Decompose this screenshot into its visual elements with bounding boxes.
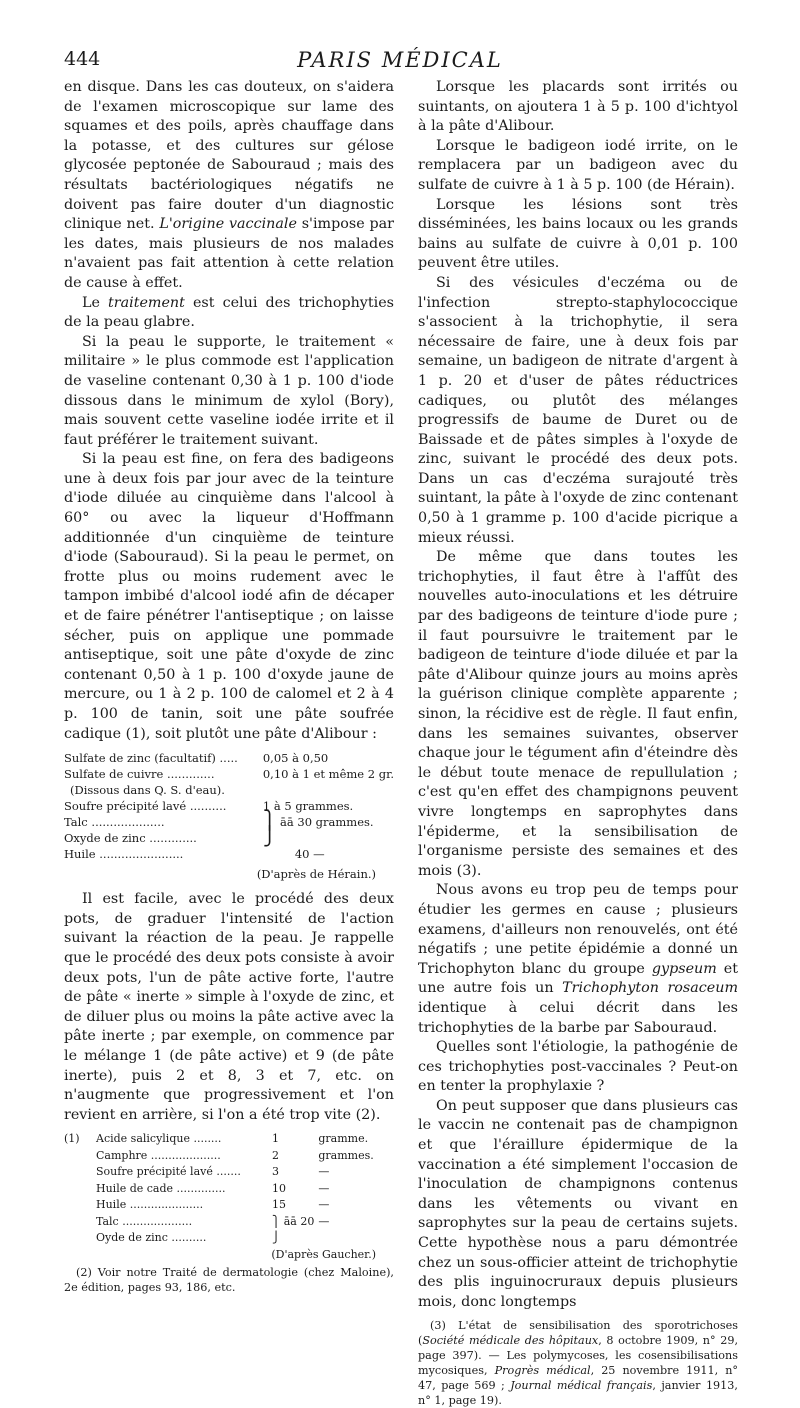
italic-term: L'origine vaccinale — [159, 216, 297, 233]
footnote-number — [64, 1197, 96, 1214]
recipe-credit: (D'après de Hérain.) — [256, 867, 376, 882]
brace-icon: ⎫ — [272, 1214, 281, 1228]
footnote-2: (2) Voir notre Traité de dermatologie (chez Maloine), 2e édition, pages 93, 186, etc. — [64, 1265, 394, 1294]
recipe-row — [64, 1214, 374, 1231]
right-paragraph-1: Lorsque les placards sont irrités ou suintants, on ajoutera 1 à 5 p. 100 d'ichtyol à la pâte d'Alibour. — [418, 79, 738, 135]
italic-term: Société médicale des hôpitaux — [422, 1334, 599, 1348]
right-paragraph-2: Lorsque le badigeon iodé irrite, on le remplacera par un badigeon avec du sulfate de cuivre à 1 à 5 p. 100 (de Hérain). — [418, 137, 738, 193]
recipe-quantity — [266, 1230, 314, 1247]
recipe-ingredient: Huile ..................... — [96, 1198, 204, 1212]
left-paragraph-4: Si la peau est fine, on fera des badigeons une à deux fois par jour avec de la teinture d'iode diluée au cinquième dans l'alcool à 60° ou avec la liqueur d'Hoffmann additionnée d'un cinquième de teinture d'iode (Sabouraud). Si la peau le permet, on frotte plus ou moins rudement avec le tampon imbibé d'alcool iodé afin de décaper et de faire pénétrer l'antiseptique ; on laisse sécher, puis on applique une pommade antiseptique, soit une pâte d'oxyde de zinc contenant 0,50 à 1 p. 100 d'oxyde jaune de mercure, ou 1 à 2 p. 100 de calomel et 2 à 4 p. 100 de tanin, soit une pâte soufrée cadique (1), soit plutôt une pâte d'Alibour : — [64, 451, 394, 742]
recipe-row — [64, 1164, 374, 1181]
footnote-number — [64, 1164, 96, 1181]
recipe-unit: grammes. — [318, 1148, 374, 1162]
recipe-ingredient: Camphre .................... — [96, 1148, 221, 1162]
recipe-unit: — — [318, 1165, 330, 1179]
right-paragraph-4: Si des vésicules d'eczéma ou de l'infection strepto-staphylococcique s'associent à la trichophytie, il sera nécessaire de faire, une à deux fois par semaine, un badigeon de nitrate d'argent à 1 p. 20 et d'user de pâtes réductrices cadiques, ou plutôt des mélanges progressifs de baume de Duret ou de Baissade et de pâtes simples à l'oxyde de zinc, suivant le procédé des deux pots. Dans un cas d'eczéma surajouté très suintant, la pâte à l'oxyde de zinc contenant 0,50 à 1 gramme p. 100 d'acide picrique a mieux réussi. — [418, 274, 738, 546]
italic-term: gypseum — [651, 960, 717, 977]
page-number: 444 — [64, 48, 101, 70]
recipe-ingredient: Huile ....................... — [64, 847, 184, 862]
spacer — [64, 882, 394, 890]
footnote-number — [64, 1148, 96, 1165]
italic-term: traitement — [108, 294, 185, 311]
recipe-quantity: 15 — [272, 1198, 286, 1212]
recipe-row — [64, 1197, 374, 1214]
recipe-unit — [314, 1230, 373, 1247]
text-span: , 25 novembre 1911, n° 47, page 569 ; — [418, 1364, 738, 1393]
recipe-quantity: 40 — — [294, 847, 325, 862]
spacer — [418, 1312, 738, 1316]
journal-title: PARIS MÉDICAL — [297, 48, 503, 72]
cadic-recipe — [64, 1131, 374, 1247]
ana-symbol: āā — [280, 815, 294, 830]
right-paragraph-3: Lorsque les lésions sont très disséminées, les bains locaux ou les grands bains au sulfate de cuivre à 0,01 p. 100 peuvent être utiles. — [418, 196, 738, 272]
recipe-ingredient: Oyde de zinc .......... — [96, 1231, 207, 1245]
recipe-unit: — — [318, 1198, 330, 1212]
recipe-ingredient: Oxyde de zinc ............. — [64, 831, 197, 846]
recipe-row — [64, 814, 394, 830]
italic-term: Journal médical français — [510, 1379, 653, 1393]
text-span: est celui des trichophyties de la peau glabre. — [64, 294, 394, 331]
recipe-row — [64, 1181, 374, 1198]
recipe-row — [64, 846, 394, 862]
footnote-3 — [418, 1318, 738, 1408]
brace-icon: ⎫ — [262, 810, 277, 832]
recipe-row — [64, 1148, 374, 1165]
footnote-number — [64, 1230, 96, 1247]
recipe-row — [64, 750, 394, 766]
recipe-quantity: 0,05 à 0,50 — [262, 751, 329, 766]
right-paragraph-6 — [418, 881, 738, 1038]
recipe-quantity: 10 — [272, 1181, 286, 1195]
footnote-number: (1) — [64, 1132, 80, 1146]
footnote-number — [64, 1214, 96, 1231]
right-paragraph-5: De même que dans toutes les trichophyties, il faut être à l'affût des nouvelles auto-inoculations et les détruire par des badigeons de teinture d'iode pure ; il faut poursuivre le traitement par le badigeon de teinture d'iode diluée et par la pâte d'Alibour quinze jours au moins après la guérison clinique complète apparente ; sinon, la récidive est de règle. Il faut enfin, dans les semaines suivantes, observer chaque jour le tégument afin d'éteindre dès le début toute menace de repullulation ; c'est qu'en effet des champignons peuvent vivre longtemps en saprophytes dans l'épiderme, et la sensibilisation de l'organisme persiste des semaines et des mois (3). — [418, 549, 738, 879]
recipe-quantity — [255, 826, 394, 848]
left-paragraph-2 — [64, 294, 394, 333]
recipe-ingredient: Talc .................... — [96, 1214, 193, 1228]
text-span: Nous avons eu trop peu de temps pour étudier les germes en cause ; plusieurs examens, d'ailleurs non renouvelés, ont été négatifs ; une petite épidémie a donné un Trichophyton blanc du groupe — [418, 882, 738, 977]
recipe-row — [64, 830, 394, 846]
recipe-row — [64, 782, 394, 798]
right-column — [418, 78, 738, 1408]
text-span: , 8 octobre 1909, n° 29, page 397). — Les polymycoses, les cosensibilisations mycosiques, — [418, 1334, 738, 1378]
text-span: s'impose par les dates, mais plusieurs de nos malades n'avaient pas fait attention à cette relation de cause à effet. — [64, 216, 394, 291]
recipe-quantity — [255, 782, 394, 798]
text-span: Le — [82, 294, 109, 311]
recipe-credit: (D'après Gaucher.) — [271, 1247, 376, 1261]
left-paragraph-3: Si la peau le supporte, le traitement « militaire » le plus commode est l'application de vaseline contenant 0,30 à 1 p. 100 d'iode dissous dans le minimum de xylol (Bory), mais souvent cette vaseline iodée irrite et il faut préférer le traitement suivant. — [64, 333, 394, 448]
left-paragraph-1 — [64, 78, 394, 294]
brace-icon: ⎭ — [272, 1231, 281, 1245]
recipe-ingredient: Huile de cade .............. — [96, 1181, 226, 1195]
recipe-ingredient: Sulfate de zinc (facultatif) ..... — [64, 751, 238, 766]
recipe-quantity: 30 grammes. — [297, 815, 374, 830]
brace-icon: ⎭ — [262, 826, 277, 848]
recipe-unit: gramme. — [318, 1132, 369, 1146]
italic-term: Progrès médical — [494, 1364, 591, 1378]
recipe-quantity: 0,10 à 1 et même 2 gr. — [262, 767, 394, 782]
recipe-row — [64, 798, 394, 814]
italic-term: Trichophyton rosaceum — [562, 980, 739, 997]
text-span: en disque. Dans les cas douteux, on s'aidera de l'examen microscopique sur lame des squames et des poils, après chauffage dans la potasse, et des cultures sur gélose glycosée peptonée de Sabouraud ; mais des résultats bactériologiques négatifs ne doivent pas faire douter d'un diagnostic clinique net. — [64, 79, 394, 233]
recipe-unit: — — [318, 1214, 330, 1228]
recipe-quantity: 20 — [300, 1214, 315, 1228]
right-paragraph-7: Quelles sont l'étiologie, la pathogénie de ces trichophyties post-vaccinales ? Peut-on en tenter la prophylaxie ? — [418, 1039, 738, 1095]
recipe-quantity: 1 à 5 grammes. — [262, 799, 354, 814]
recipe-ingredient: Sulfate de cuivre ............. — [64, 767, 215, 782]
recipe-unit: — — [318, 1181, 330, 1195]
recipe-row — [64, 1230, 374, 1247]
recipe-ingredient: (Dissous dans Q. S. d'eau). — [70, 783, 225, 798]
recipe-ingredient: Soufre précipité lavé .......... — [64, 799, 227, 814]
recipe-quantity: 3 — [272, 1165, 279, 1179]
ana-symbol: āā — [283, 1214, 297, 1228]
text-span: et une autre fois un — [418, 960, 738, 997]
recipe-row — [64, 766, 394, 782]
recipe-quantity: 2 — [272, 1148, 279, 1162]
text-span: , janvier 1913, n° 1, page 19). — [418, 1379, 738, 1408]
recipe-row — [64, 1131, 374, 1148]
page-header — [64, 48, 736, 78]
recipe-ingredient: Acide salicylique ........ — [96, 1132, 222, 1146]
recipe-ingredient: Talc .................... — [64, 815, 165, 830]
text-span: (3) L'état de sensibilisation des sporotrichoses ( — [418, 1319, 738, 1348]
recipe-quantity: 1 — [272, 1132, 279, 1146]
left-column — [64, 78, 394, 1295]
right-paragraph-8: On peut supposer que dans plusieurs cas le vaccin ne contenait pas de champignon et que l'éraillure épidermique de la vaccination a été simplement l'occasion de l'inoculation de champignons contenus dans les vêtements ou vivant en saprophytes sur la peau de certains sujets. Cette hypothèse nous a paru démontrée chez un sous-officier atteint de trichophytie des plis inguinocruraux depuis plusieurs mois, donc longtemps — [418, 1097, 738, 1310]
alibour-recipe — [64, 750, 394, 862]
footnote-number — [64, 1181, 96, 1198]
recipe-quantity — [266, 1214, 314, 1231]
text-span: identique à celui décrit dans les trichophyties de la barbe par Sabouraud. — [418, 999, 738, 1036]
recipe-ingredient: Soufre précipité lavé ....... — [96, 1165, 241, 1179]
left-paragraph-5: Il est facile, avec le procédé des deux pots, de graduer l'intensité de l'action suivant la réaction de la peau. Je rappelle que le procédé des deux pots consiste à avoir deux pots, l'un de pâte active forte, l'autre de pâte « inerte » simple à l'oxyde de zinc, et de diluer plus ou moins la pâte active avec la pâte inerte ; par exemple, on commence par le mélange 1 (de pâte active) et 9 (de pâte inerte), puis 2 et 8, 3 et 7, etc. on n'augmente que progressivement et l'on revient en arrière, si l'on a été trop vite (2). — [64, 891, 394, 1123]
